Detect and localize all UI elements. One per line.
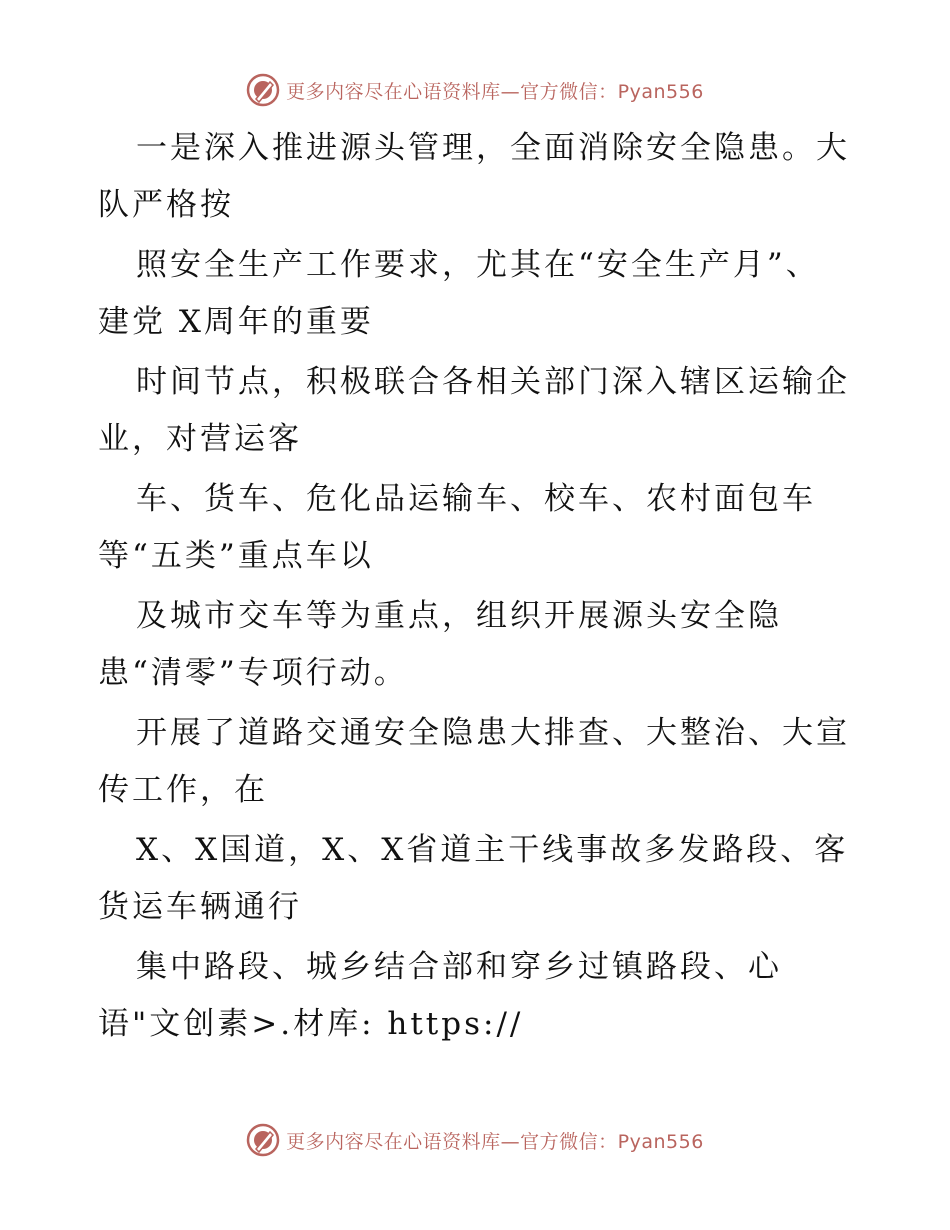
- watermark-text: 更多内容尽在心语资料库—官方微信：Pyan556: [286, 80, 704, 103]
- text-line: 货运车辆通行: [98, 889, 302, 925]
- text-line: 队严格按: [98, 187, 234, 223]
- text-line: 照安全生产工作要求，尤其在“安全生产月”、: [136, 247, 820, 283]
- text-line: 开展了道路交通安全隐患大排查、大整治、大宣: [136, 715, 850, 751]
- text-line: 语"文创素>.材库: https://: [98, 1006, 524, 1042]
- watermark-header: [0, 70, 950, 110]
- text-line: X、X国道，X、X省道主干线事故多发路段、客: [136, 832, 849, 868]
- text-line: 一是深入推进源头管理，全面消除安全隐患。大: [136, 130, 850, 166]
- text-line: 业，对营运客: [98, 421, 302, 457]
- pen-logo-icon: [246, 73, 280, 107]
- text-line: 集中路段、城乡结合部和穿乡过镇路段、心: [136, 949, 782, 985]
- text-line: 等“五类”重点车以: [98, 538, 374, 574]
- text-line: 时间节点，积极联合各相关部门深入辖区运输企: [136, 364, 850, 400]
- text-line: 传工作，在: [98, 772, 268, 808]
- watermark-footer: [0, 1120, 950, 1160]
- text-line: 车、货车、危化品运输车、校车、农村面包车: [136, 481, 816, 517]
- text-line: 及城市交车等为重点，组织开展源头安全隐: [136, 598, 782, 634]
- pen-logo-icon: [246, 1123, 280, 1157]
- text-line: 患“清零”专项行动。: [98, 655, 408, 691]
- watermark-text: 更多内容尽在心语资料库—官方微信：Pyan556: [286, 1130, 704, 1153]
- text-line: 建党 X周年的重要: [98, 304, 374, 340]
